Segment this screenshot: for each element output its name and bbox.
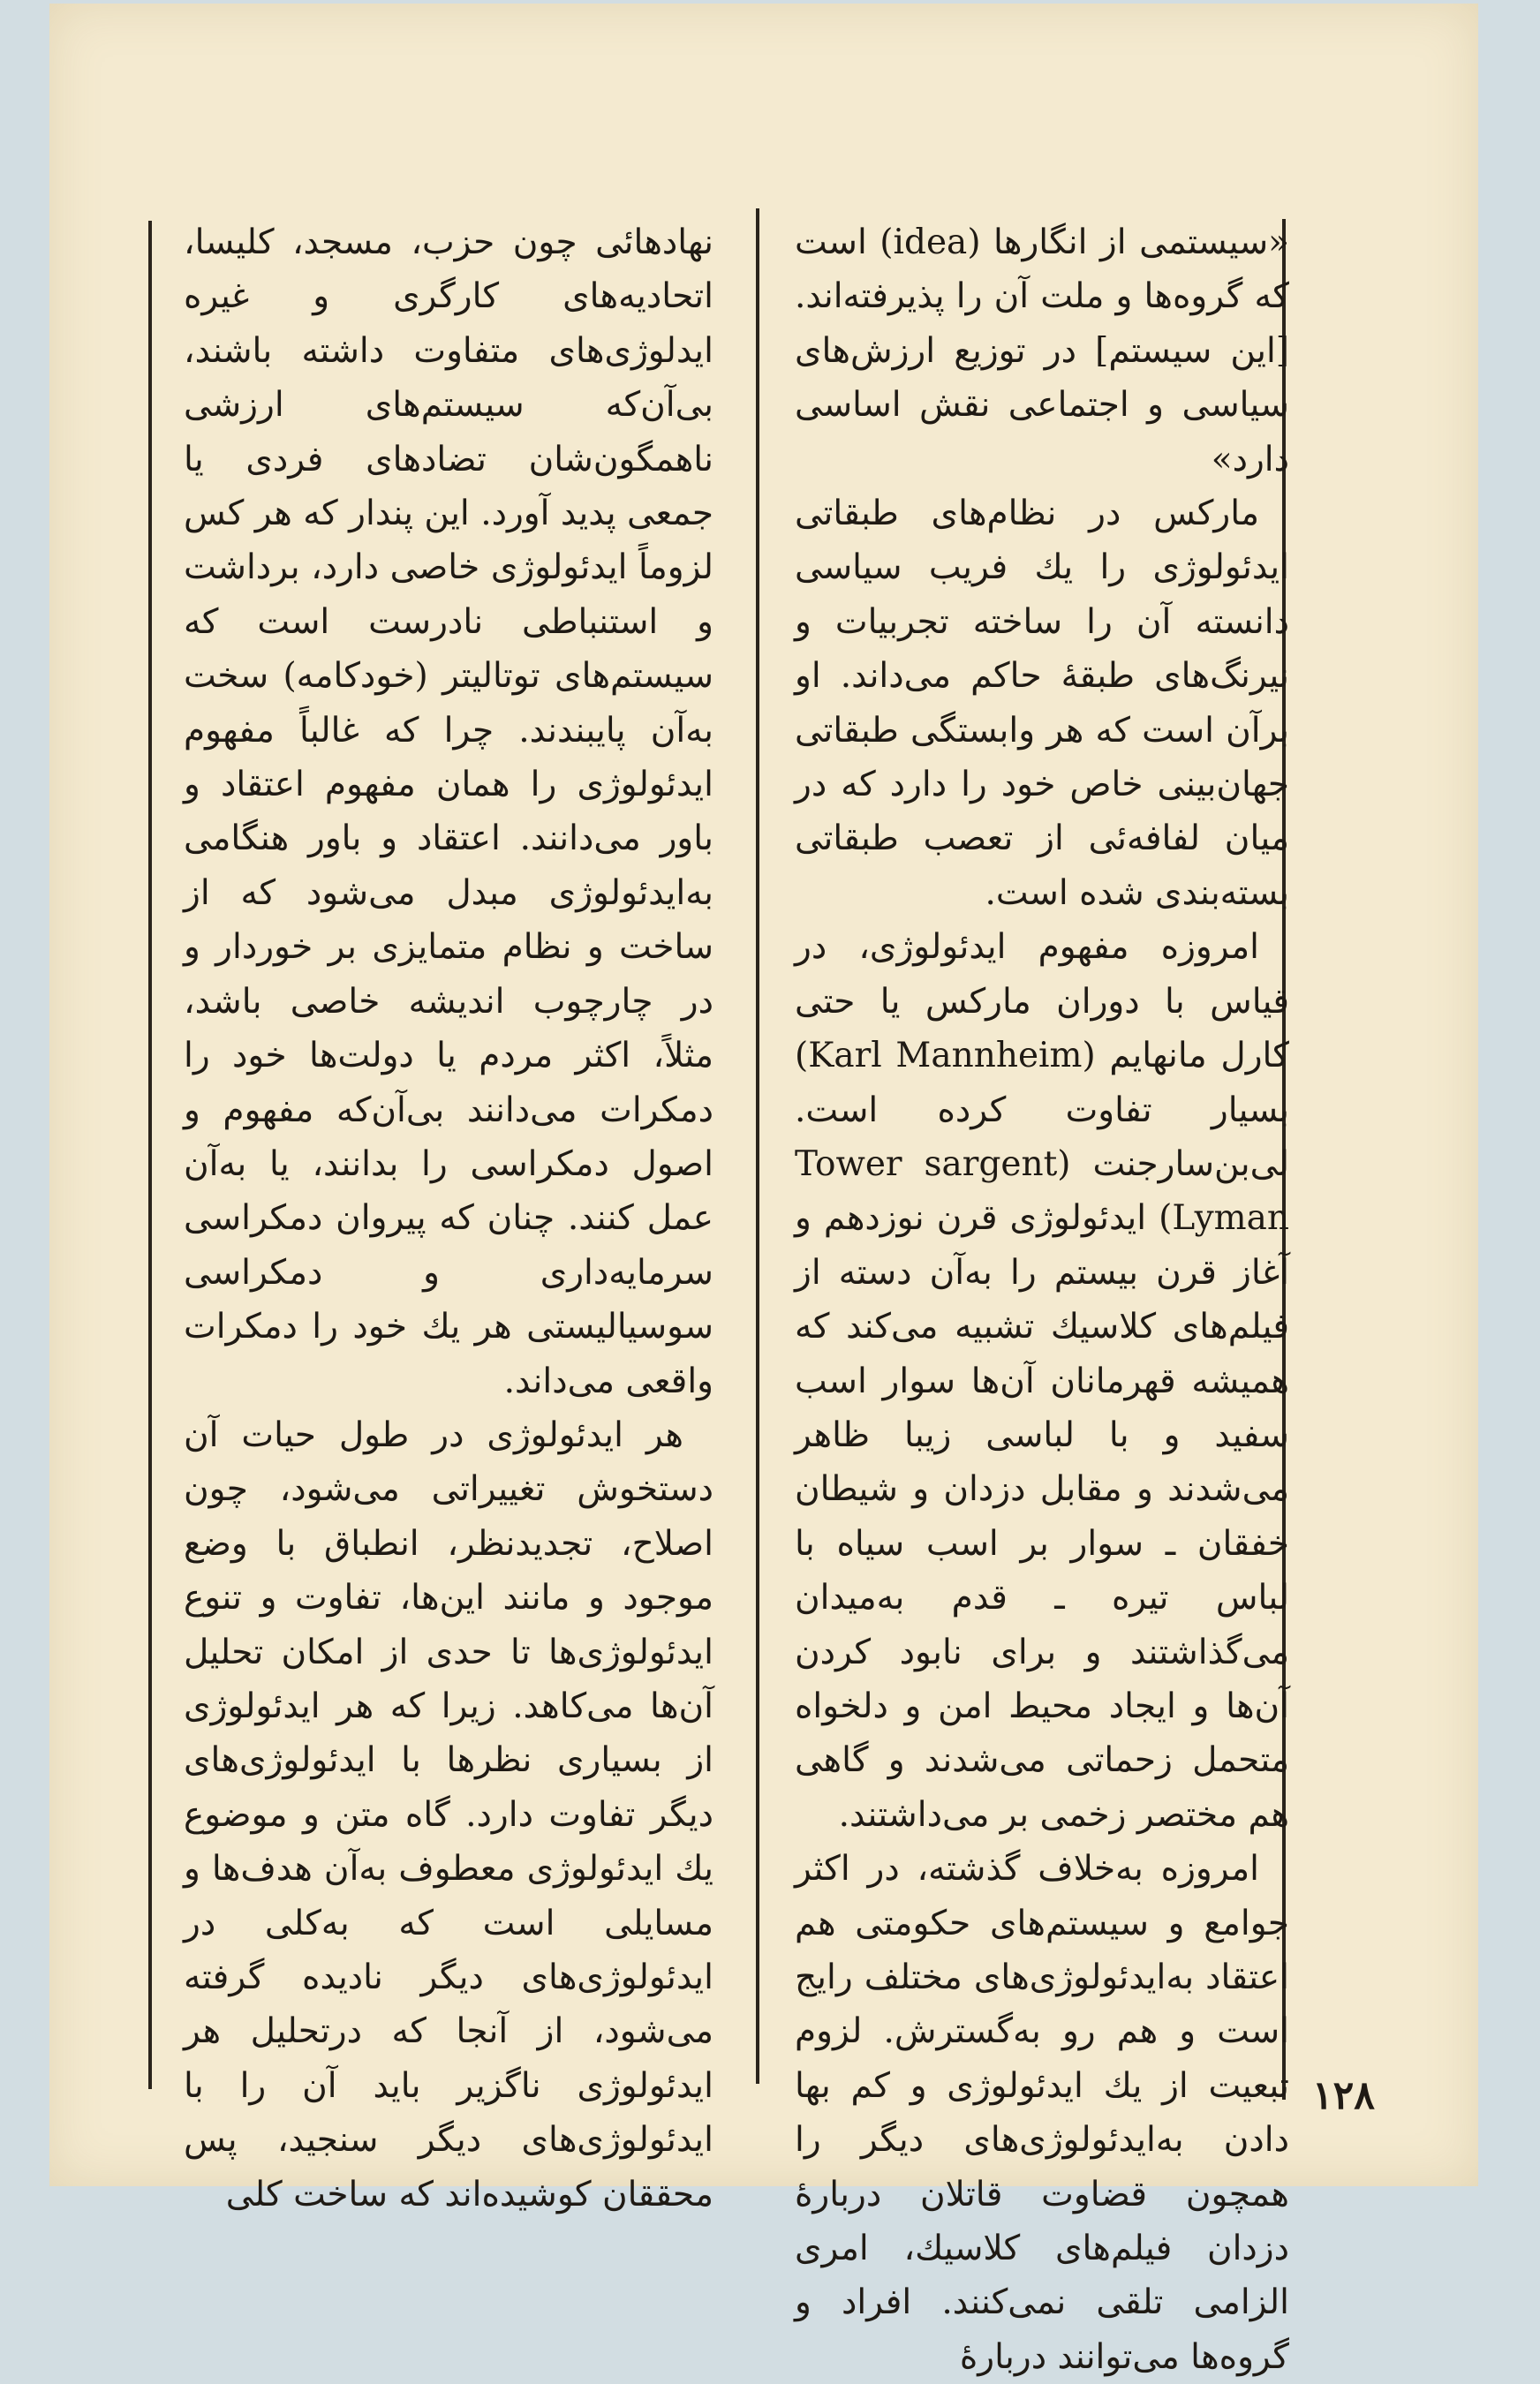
page-number: ۱۲۸ — [1312, 2073, 1375, 2118]
paragraph-institutions: نهادهائی چون حزب، مسجد، کلیسا، اتحادیه‌های کارگری و غیره ایدلوژی‌های متفاوت داشته باشند، بی‌آن‌که سیستم‌های ارزشی ناهمگون‌شان تضادهای فردی یا جمعی پدید آورد. این پندار که هر کس لزوماً ایدئولوژی خاصی دارد، برداشت و استنباطی نادرست است که سیستم‌های توتالیتر (خودکامه) سخت به‌آن پایبندند. چرا که غالباً مفهوم ایدئولوژی را همان مفهوم اعتقاد و باور می‌دانند. اعتقاد و باور هنگامی به‌ایدئولوژی مبدل می‌شود که از ساخت و نظام متمایزی بر خوردار و در چارچوب اندیشه خاصی باشد، مثلاً، اکثر مردم یا دولت‌ها خود را دمکرات می‌دانند بی‌آن‌که مفهوم و اصول دمکراسی را بدانند، یا به‌آن عمل کنند. چنان که پیروان دمکراسی سرمایه‌داری و دمکراسی سوسیالیستی هر یك خود را دمکرات واقعی می‌داند. — [184, 223, 713, 1401]
column-rule-left — [148, 221, 152, 2089]
paragraph-today-ideology: امروزه مفهوم ایدئولوژی، در قیاس با دوران مارکس یا حتی کارل مانهایم (Karl Mannheim) بسیار تفاوت کرده است. لی‌بن‌سارجنت (Tower sargent Lyman) ایدئولوژی قرن نوزدهم و آغاز قرن بیستم را به‌آن دسته از فیلم‌های کلاسیك تشبیه می‌کند که همیشه قهرمانان آن‌ها سوار اسب سفید و با لباسی زیبا ظاهر می‌شدند و مقابل دزدان و شیطان خفقان ـ سوار بر اسب سیاه با لباس تیره ـ قدم به‌میدان می‌گذاشتند و برای نابود کردن آن‌ها و ایجاد محیط امن و دلخواه متحمل زحماتی می‌شدند و گاهی هم مختصر زخمی بر می‌داشتند. — [795, 927, 1289, 1835]
paragraph-ideology-change: هر ایدئولوژی در طول حیات آن دستخوش تغییراتی می‌شود، چون اصلاح، تجدیدنظر، انطباق با وضع موجود و مانند این‌ها، تفاوت و تنوع ایدئولوژی‌ها تا حدی از امکان تحلیل آن‌ها می‌کاهد. زیرا که هر ایدئولوژی از بسیاری نظرها با ایدئولوژی‌های دیگر تفاوت دارد. گاه متن و موضوع یك ایدئولوژی معطوف به‌آن هدف‌ها و مسایلی است که به‌کلی در ایدئولوژی‌های دیگر نادیده گرفته می‌شود، از آنجا که درتحلیل هر ایدئولوژی ناگزیر باید آن را با ایدئولوژی‌های دیگر سنجید، پس محققان کوشیده‌اند که ساخت کلی — [184, 1415, 713, 2214]
paragraph-marx: مارکس در نظام‌های طبقاتی ایدئولوژی را یك فریب سیاسی دانسته آن را ساخته تجربیات و نیرنگ‌های طبقهٔ حاکم می‌داند. او برآن است که هر وابستگی طبقاتی جهان‌بینی خاص خود را دارد که در میان لفافه‌ئی از تعصب طبقاتی بسته‌بندی شده است. — [795, 494, 1289, 913]
column-rule-middle — [756, 208, 759, 2084]
left-text-column — [184, 215, 713, 2222]
right-text-column — [795, 215, 1289, 2384]
paragraph-contrast-past: امروزه به‌خلاف گذشته، در اکثر جوامع و سیستم‌های حکومتی هم اعتقاد به‌ایدئولوژی‌های مختلف رایج است و هم رو به‌گسترش. لزوم تبعیت از یك ایدئولوژی و کم بها دادن به‌ایدئولوژی‌های دیگر را همچون قضاوت قاتلان دربارهٔ دزدان فیلم‌های کلاسیك، امری الزامی تلقی نمی‌کنند. افراد و گروه‌ها می‌توانند دربارهٔ — [795, 1849, 1289, 2377]
paragraph-definition-quote: «سیستمی از انگارها (idea) است که گروه‌ها و ملت آن را پذیرفته‌اند. [این سیستم] در توزیع ارزش‌های سیاسی و اجتماعی نقش اساسی دارد» — [795, 223, 1290, 479]
